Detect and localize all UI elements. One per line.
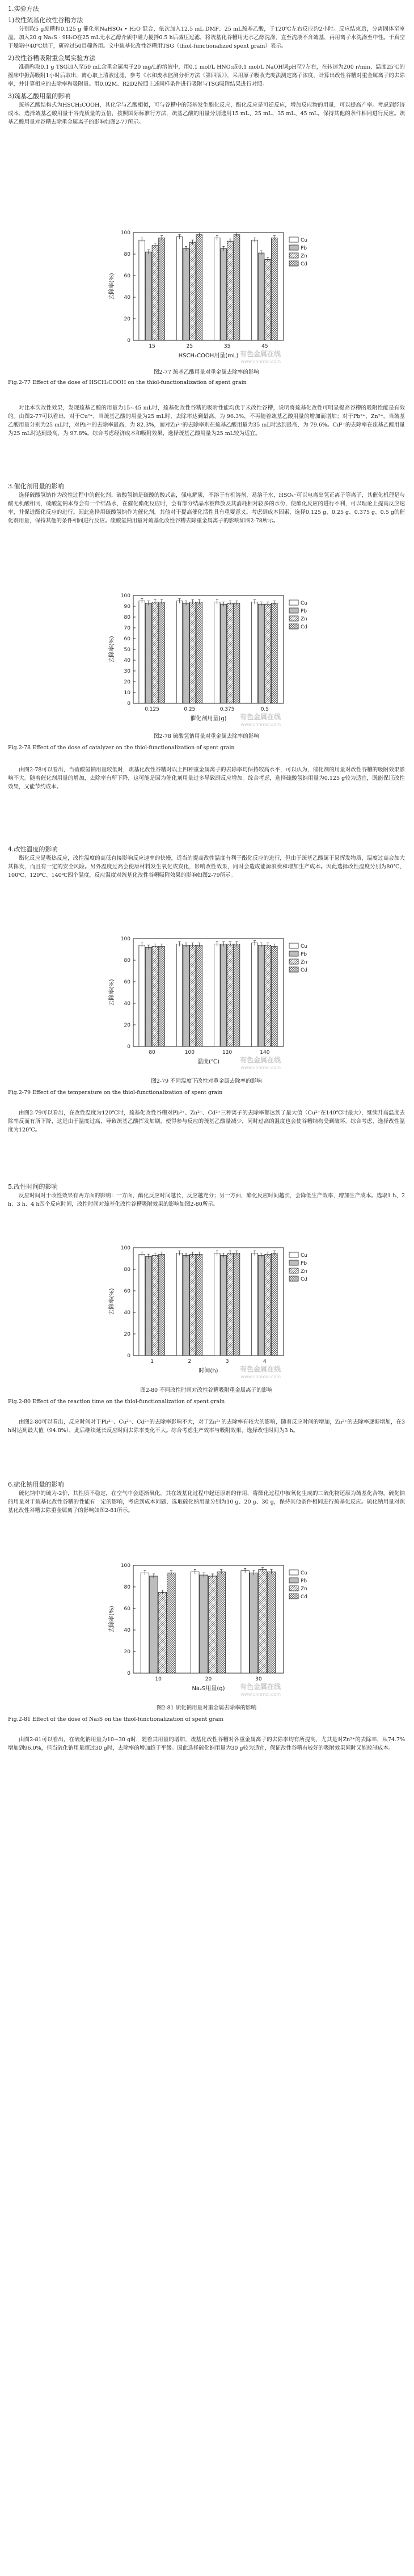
x-tick-label: 0.125 [145,707,160,712]
bar-cd [267,1572,275,1673]
bar-cd [234,603,240,703]
paragraph-catalyst: 选择硫酸氢钠作为改性过程中的催化剂。硫酸氢钠是硫酸的酸式盐，强电解质，不溶于有机溶剂，易溶于水，HSO₄⁻可以电离出氢正离子等离子，其催化机理是与酸无机酸相同，硫酸氢钠本身会有一个结晶水，在催化酯化反应时，会有部分结晶水被释放及其消耗相对较多的水份，使酯化反应的进行不利，可以理论上提高反应速率，并促进酯化反应的进行。因此选择用硫酸氢钠作为催化剂，其他对于提高催化活性具有重要意义。考虑到成本因素，选择0.125 g、0.25 g、0.375 g、0.5 g的催化剂用量，保持其他的条件相同进行反应。硫酸氢钠用量对巯基化改性谷糟去除重金属离子的影响如图2-78所示。 [8,492,405,524]
bar-zn [152,946,158,1046]
bar-zn [189,1254,196,1355]
y-tick-label: 20 [124,1023,130,1028]
bar-pb [146,947,152,1046]
bar-zn [152,1255,158,1355]
bar-cu [176,1253,183,1356]
x-tick-label: 45 [261,344,268,349]
figure-2-78 [102,587,323,729]
heading-catalyst: 3.催化剂用量的影响 [8,483,64,490]
section-reaction-time [8,1183,405,1209]
bar-cd [271,1253,277,1356]
bar-cd [196,1254,202,1355]
x-axis-label: 时间(h) [198,1368,218,1374]
x-tick-label: 80 [149,1050,155,1055]
bar-zn [209,1576,217,1673]
caption-en-2-81: Fig.2-81 Effect of the dose of Na₂S on the thiol-functionalization of spent grain [8,1716,223,1722]
legend-label-cu: Cu [301,1570,307,1576]
watermark-site-cn: 有色金属在线 [239,1683,281,1691]
y-tick-label: 0 [127,1044,130,1050]
y-tick-label: 100 [120,1563,130,1569]
bar-cu [252,1253,258,1356]
bar-pb [183,1255,189,1355]
bar-zn [189,242,196,340]
legend-swatch-zn [289,253,298,258]
section-discussion-2-79 [8,1109,405,1134]
x-tick-label: 35 [223,344,231,349]
x-tick-label: 25 [186,344,193,349]
legend-label-cd: Cd [301,261,307,267]
legend-label-cu: Cu [301,944,307,949]
legend-label-cd: Cd [301,1277,307,1282]
bar-cd [234,235,240,340]
legend-swatch-pb [289,608,298,613]
legend-label-zn: Zn [301,1586,307,1592]
bar-cu [141,1573,149,1673]
paragraph-discussion-2-80: 由图2-80可以看出，反应时间对于Pb²⁺、Cu²⁺、Cd²⁺的去除率影响不大，对于Zn²⁺的去除率有较大的影响，随着反应时间的增加，Zn²⁺的去除率逐渐增加，在3 h时达到最大值（94.8%），此后继续延长反应时间去除率变化不大。综合考虑生产效率与吸附效果，选择改性时间为3 h。 [8,1419,405,1434]
paragraph-discussion-2-77: 对比本次改性效果，发现巯基乙酸的用量为15~45 mL时，巯基化改性谷糟的吸附性能均优于未改性谷糟，说明将巯基化改性可明显提高谷糟的吸附性能是有效的。由图2-77可以看出，对于Cu²⁺，当巯基乙酸的用量为25 mL时，去除率达到最高，为 96.3%，不再随着巯基乙酸用量的增加而增加；对于Pb²⁺、Zn²⁺，当巯基乙酸用量分别为25 mL时，对Pb²⁺的去除率最高，为 82.3%，而对Zn²⁺的去除率则在巯基乙酸用量为35 mL时达到最高，为 79.6%。Cd²⁺的去除率在巯基乙酸用量为25 mL时达到最高，为 97.8%。综合考虑经济成本和吸附效果，选择巯基乙酸用量为25 mL较为适宜。 [8,405,405,437]
y-tick-label: 0 [127,338,130,344]
bar-cu [252,602,258,703]
legend-swatch-cu [289,237,298,242]
bar-zn [265,260,271,341]
y-tick-label: 100 [120,230,130,236]
bar-cu [214,944,220,1047]
watermark-site-cn: 有色金属在线 [239,713,281,721]
bar-pb [258,945,264,1046]
chart-f81 [102,1557,323,1699]
bar-cu [176,944,183,1047]
y-tick-label: 60 [124,979,130,985]
bar-cu [176,237,183,340]
paragraph-reaction-time: 反应时间对于改性效果有两方面的影响：一方面，酯化反应时间越长，反应越充分；另一方面，酯化反应时间越长，会降低生产效率，增加生产成本。选取1 h、2 h、3 h、4 h四个反应时间，改性时间对巯基化改性谷糟吸附效果的影响如图2-80所示。 [8,1193,405,1207]
bar-zn [227,1253,234,1356]
bar-cu [214,238,220,341]
bar-cu [139,240,145,340]
bar-zn [189,602,196,703]
y-tick-label: 60 [124,636,130,642]
section-discussion-2-78 [8,766,405,791]
x-axis-label: HSCH₂COOH用量(mL) [178,353,239,359]
paragraph-thioglycolic-dose: 巯基乙酸结构式为HSCH₂COOH，其化学与乙酸相似，可与谷糟中的羟基发生酯化反应，酯化反应是可逆反应，增加反应物的用量，可以提高产率。考虑到经济成本，选择巯基乙酸用量于谷壳质量的五倍，按照国际标准行方法，巯基乙酸的用量分别选用15 mL、25 mL、35 mL、45 mL，保持其他的条件相同进行反应。巯基乙酸用量对谷糟去除重金属离子的影响如图2-77所示。 [8,102,405,125]
y-tick-label: 0 [127,701,130,707]
figure-2-77 [102,224,323,366]
y-tick-label: 40 [124,1001,130,1007]
legend-swatch-pb [289,1578,298,1583]
bar-pb [146,252,152,340]
legend-swatch-pb [289,1260,298,1265]
bar-pb [221,249,227,341]
bar-zn [227,241,234,340]
x-tick-label: 15 [149,344,155,349]
x-tick-label: 0.25 [184,707,196,712]
y-tick-label: 50 [124,647,130,653]
paragraph-discussion-2-81: 由图2-81可以看出，在硫化钠用量为10~30 g时，随着其用量的增加，巯基化改性谷糟对各重金属离子的去除率均有所提高，尤其是对Zn²⁺的去除率，从74.7%增加到96.0%，但当硫化钠用量超过30 g时，去除率的增加趋于平缓。因此选择硫化钠用量为30 g较为适宜，保证改性谷糟有较好的吸附效果同时又能控制成本。 [8,1737,405,1751]
legend-swatch-pb [289,245,298,250]
bar-pb [183,603,189,703]
paragraph-adsorption-method: 准确称取0.1 g TSG加入至50 mL含重金属离子20 mg/L的溶液中，用0.1 mol/L HNO₃或0.1 mol/L NaOH调pH至7左右，在转速为200 r/min、温度25℃的摇床中振荡吸附1小时后取出，离心取上清液过滤，参考《水和废水监测分析方法（第四版）》，采用原子吸收光度法测定离子浓度，计算出改性谷糟对重金属离子的去除率，并计算相应的去除率和吸附量。用0.02M、R2D2按照上述同样条件进行吸附与TSG吸附结果进行对照。 [8,64,405,87]
bar-cd [167,1573,175,1673]
y-axis-label: 去除率(%) [109,979,115,1006]
caption-en-2-79: Fig.2-79 Effect of the temperature on the thiol-functionalization of spent grain [8,1089,223,1096]
y-tick-label: 90 [124,604,130,610]
caption-cn-2-79: 图2-79 不同温度下改性对重金属去除率的影响 [151,1078,262,1084]
section-temperature [8,845,405,880]
bar-cu [139,1254,145,1355]
section-discussion-2-80 [8,1418,405,1435]
legend-swatch-pb [289,951,298,956]
y-tick-label: 40 [124,1310,130,1316]
y-tick-label: 80 [124,1585,130,1590]
caption-cn-2-77: 图2-77 巯基乙酸用量对重金属去除率的影响 [154,369,259,375]
bar-zn [152,246,158,340]
y-tick-label: 30 [124,669,130,674]
section-discussion-2-77 [8,404,405,438]
bar-cd [159,946,165,1046]
legend-swatch-zn [289,1586,298,1591]
heading-thioglycolic-dose: 3)巯基乙酸用量的影响 [8,92,71,100]
x-tick-label: 2 [188,1359,192,1365]
chart-f80 [102,1239,323,1381]
bar-zn [265,604,271,703]
x-tick-label: 140 [260,1050,270,1055]
caption-cn-2-80: 图2-80 不同改性时间对改性谷糟吸附重金属离子的影响 [140,1387,273,1393]
bar-pb [258,1255,264,1355]
y-tick-label: 40 [124,1628,130,1633]
section-catalyst [8,482,405,525]
x-tick-label: 100 [184,1050,195,1055]
x-tick-label: 4 [263,1359,267,1365]
y-axis-label: 去除率(%) [109,273,115,300]
paragraph-discussion-2-79: 由图2-79可以看出，在改性温度为120℃时，巯基化改性谷糟对Pb²⁺、Zn²⁺、Cd²⁺三种离子的去除率都达到了最大值（Cu²⁺在140℃时最大），继续升高温度去除率反而有所下降，这是由于温度过高，导致巯基乙酸挥发加剧，使得参与反应的巯基乙酸量减少，同时过高的温度也会使谷糟结构受到破坏。综合考虑，选择改性温度为120℃。 [8,1110,405,1133]
bar-cu [139,601,145,704]
caption-en-2-78: Fig.2-78 Effect of the dose of catalyzer on the thiol-functionalization of spent grain [8,745,235,751]
legend-swatch-cd [289,624,298,629]
y-tick-label: 20 [124,679,130,685]
bar-zn [259,1570,267,1673]
chart-f79 [102,930,323,1072]
bar-pb [146,1256,152,1355]
watermark-site-cn: 有色金属在线 [239,1056,281,1064]
legend-label-cu: Cu [301,601,307,606]
y-tick-label: 70 [124,626,130,631]
bar-cd [271,238,277,341]
bar-cd [217,1572,225,1673]
bar-pb [221,944,227,1047]
y-tick-label: 0 [127,1671,130,1676]
heading-modification-method: 1)改性巯基化改性谷糟方法 [8,16,83,24]
legend-swatch-zn [289,959,298,964]
y-tick-label: 0 [127,1353,130,1359]
y-tick-label: 100 [120,936,130,942]
x-tick-label: 0.375 [219,707,235,712]
x-axis-label: Na₂S用量(g) [192,1686,225,1692]
y-tick-label: 80 [124,615,130,620]
caption-en-2-80: Fig.2-80 Effect of the reaction time on the thiol-functionalization of spent grain [8,1399,225,1405]
caption-en-2-77: Fig.2-77 Effect of the dose of HSCH₂COOH on the thiol-functionalization of spent grain [8,379,247,386]
bar-pb [183,249,189,341]
y-tick-label: 80 [124,252,130,257]
heading-experiment-method: 1.实验方法 [8,5,39,12]
y-tick-label: 80 [124,958,130,964]
bar-pb [250,1573,257,1673]
bar-pb [258,604,264,703]
bar-cd [196,945,202,1046]
watermark-site-en: www.cnnmol.com [240,1374,281,1379]
bar-zn [158,1593,166,1674]
x-tick-label: 20 [205,1676,212,1682]
y-tick-label: 60 [124,273,130,279]
y-tick-label: 10 [124,690,130,696]
paragraph-discussion-2-78: 由图2-78可以看出，当硫酸氢钠用量较低时，巯基化改性谷糟对以上四种重金属离子的去除率均保持较高水平，可以认为，催化剂的用量对改性谷糟的吸附效果影响不大。随着催化剂用量的增加，去除率有所下降，这可能是因为催化剂用量过多导致副反应增加。综合考虑，选择硫酸氢钠用量为0.125 g较为适宜，既能保证改性效果，又能节约成本。 [8,767,405,790]
heading-sodium-sulfide: 6.硫化钠用量的影响 [8,1481,64,1488]
heading-reaction-time: 5.改性时间的影响 [8,1183,58,1190]
legend-swatch-cd [289,1594,298,1599]
section-discussion-2-81 [8,1735,405,1752]
x-tick-label: 10 [155,1676,162,1682]
bar-cd [159,238,165,341]
y-tick-label: 100 [120,1245,130,1251]
y-axis-label: 去除率(%) [109,1288,115,1315]
legend-swatch-zn [289,616,298,621]
watermark-site-en: www.cnnmol.com [240,722,281,727]
bar-cd [196,602,202,703]
bar-pb [150,1576,158,1673]
legend-label-zn: Zn [301,960,307,965]
legend-label-zn: Zn [301,1269,307,1274]
legend-label-cd: Cd [301,1594,307,1600]
section-experiment-method [8,5,405,126]
bar-pb [146,603,152,703]
bar-pb [200,1575,208,1673]
bar-cd [159,602,165,703]
paragraph-modification-method: 分别取5 g废糟和0.125 g 催化剂NaHSO₄ • H₂O 混合，依次加入12.5 mL DMF、25 mL巯基乙酸，于120℃左右反应约2小时。反应结束后，分离固体至室温。加入20 g Na₂S · 9H₂O在25 mL无水乙醇介质中磁力搅拌0.5 h后减压过滤，将巯基化谷糟用无水乙醇洗涤，直至洗液不含巯基，再用离子水洗涤至中性。于真空干燥箱中40℃烘干，研碎过50目筛备用。文中巯基化改性谷糟用TSG（thiol-functionalized spent grain）表示。 [8,26,405,49]
bar-cd [234,1253,240,1356]
legend-label-pb: Pb [301,246,307,251]
legend-label-zn: Zn [301,616,307,622]
legend-swatch-cu [289,1570,298,1575]
legend-label-pb: Pb [301,1261,307,1266]
bar-cu [176,601,183,704]
legend-label-pb: Pb [301,1578,307,1584]
x-axis-label: 催化剂用量(g) [190,716,227,722]
y-tick-label: 20 [124,316,130,322]
legend-label-cd: Cd [301,968,307,973]
legend-swatch-cd [289,261,298,266]
figure-2-81 [102,1557,323,1699]
y-tick-label: 60 [124,1606,130,1612]
bar-cu [252,240,258,340]
chart-f77 [102,224,323,366]
chart-f78 [102,587,323,729]
y-tick-label: 80 [124,1267,130,1273]
bar-pb [183,945,189,1046]
bar-cd [271,946,277,1046]
bar-zn [152,602,158,703]
legend-label-pb: Pb [301,609,307,614]
bar-cu [252,943,258,1046]
legend-swatch-cd [289,967,298,972]
bar-cu [191,1572,199,1673]
watermark-site-en: www.cnnmol.com [240,359,281,364]
caption-cn-2-81: 图2-81 硫化钠用量对重金属去除率的影响 [156,1705,257,1711]
legend-swatch-zn [289,1268,298,1273]
bar-zn [227,603,234,703]
legend-label-cd: Cd [301,624,307,630]
watermark-site-en: www.cnnmol.com [240,1692,281,1697]
bar-pb [221,604,227,703]
paragraph-temperature: 酯化反应是吸热反应，改性温度的高低直接影响反应速率的快慢，适当的提高改性温度有利于酯化反应的进行，但由于巯基乙酸属于易挥发物质，温度过高会加大其挥发，而且有一定的安全风险。另外温度过高会使原材料发生氧化或炭化，影响改性效果，同时会造成能源浪费和增加生产成本。因此选择改性温度分别为80℃、100℃、120℃、140℃四个温度，反应温度对巯基化改性谷糟吸附效果的影响如图2-79所示。 [8,855,405,879]
y-axis-label: 去除率(%) [109,1606,115,1633]
bar-zn [189,945,196,1046]
bar-cu [214,1253,220,1356]
y-axis-label: 去除率(%) [109,636,115,663]
bar-zn [227,944,234,1047]
watermark-site-en: www.cnnmol.com [240,1065,281,1070]
x-tick-label: 120 [222,1050,233,1055]
x-axis-label: 温度(℃) [197,1059,220,1065]
y-tick-label: 100 [120,593,130,599]
x-tick-label: 0.5 [260,707,269,712]
x-tick-label: 1 [150,1359,154,1365]
y-tick-label: 20 [124,1649,130,1655]
heading-adsorption-method: 2)改性谷糟吸附重金属实验方法 [8,54,96,62]
bar-cd [196,235,202,340]
paragraph-sodium-sulfide: 硫化钠中的硫为-2价，其性质不稳定，在空气中会逐渐氧化，其在巯基化过程中起还原剂的作用，将酯化过程中被氧化生成的二硫化物还原为巯基化合物。硫化钠的用量对于巯基化改性谷糟的性能有一定的影响，考虑到成本问题，选取硫化钠用量分别为10 g、20 g、30 g，保持其他条件相同进行巯基化反应。硫化钠用量对巯基化改性谷糟去除重金属离子的影响如图2-81所示。 [8,1490,405,1514]
legend-label-cu: Cu [301,238,307,243]
legend-label-pb: Pb [301,952,307,957]
legend-label-zn: Zn [301,254,307,259]
legend-swatch-cu [289,1252,298,1257]
bar-pb [258,253,264,340]
bar-cu [241,1571,249,1674]
y-tick-label: 40 [124,295,130,301]
bar-pb [221,1255,227,1355]
bar-cd [159,1254,165,1355]
legend-label-cu: Cu [301,1253,307,1259]
legend-swatch-cd [289,1276,298,1281]
watermark-site-cn: 有色金属在线 [239,1365,281,1373]
bar-zn [265,1254,271,1355]
bar-cu [214,602,220,703]
watermark-site-cn: 有色金属在线 [239,350,281,358]
x-tick-label: 30 [255,1676,262,1682]
bar-cd [234,944,240,1047]
bar-cd [271,603,277,703]
caption-cn-2-78: 图2-78 硫酸氢钠用量对重金属去除率的影响 [154,733,259,740]
x-tick-label: 3 [225,1359,229,1365]
figure-2-79 [102,930,323,1072]
y-tick-label: 40 [124,658,130,664]
heading-temperature: 4.改性温度的影响 [8,846,58,853]
bar-zn [265,945,271,1046]
legend-swatch-cu [289,600,298,605]
section-sodium-sulfide [8,1480,405,1515]
y-tick-label: 60 [124,1289,130,1294]
legend-swatch-cu [289,943,298,948]
y-tick-label: 20 [124,1332,130,1337]
bar-cu [139,945,145,1046]
figure-2-80 [102,1239,323,1381]
